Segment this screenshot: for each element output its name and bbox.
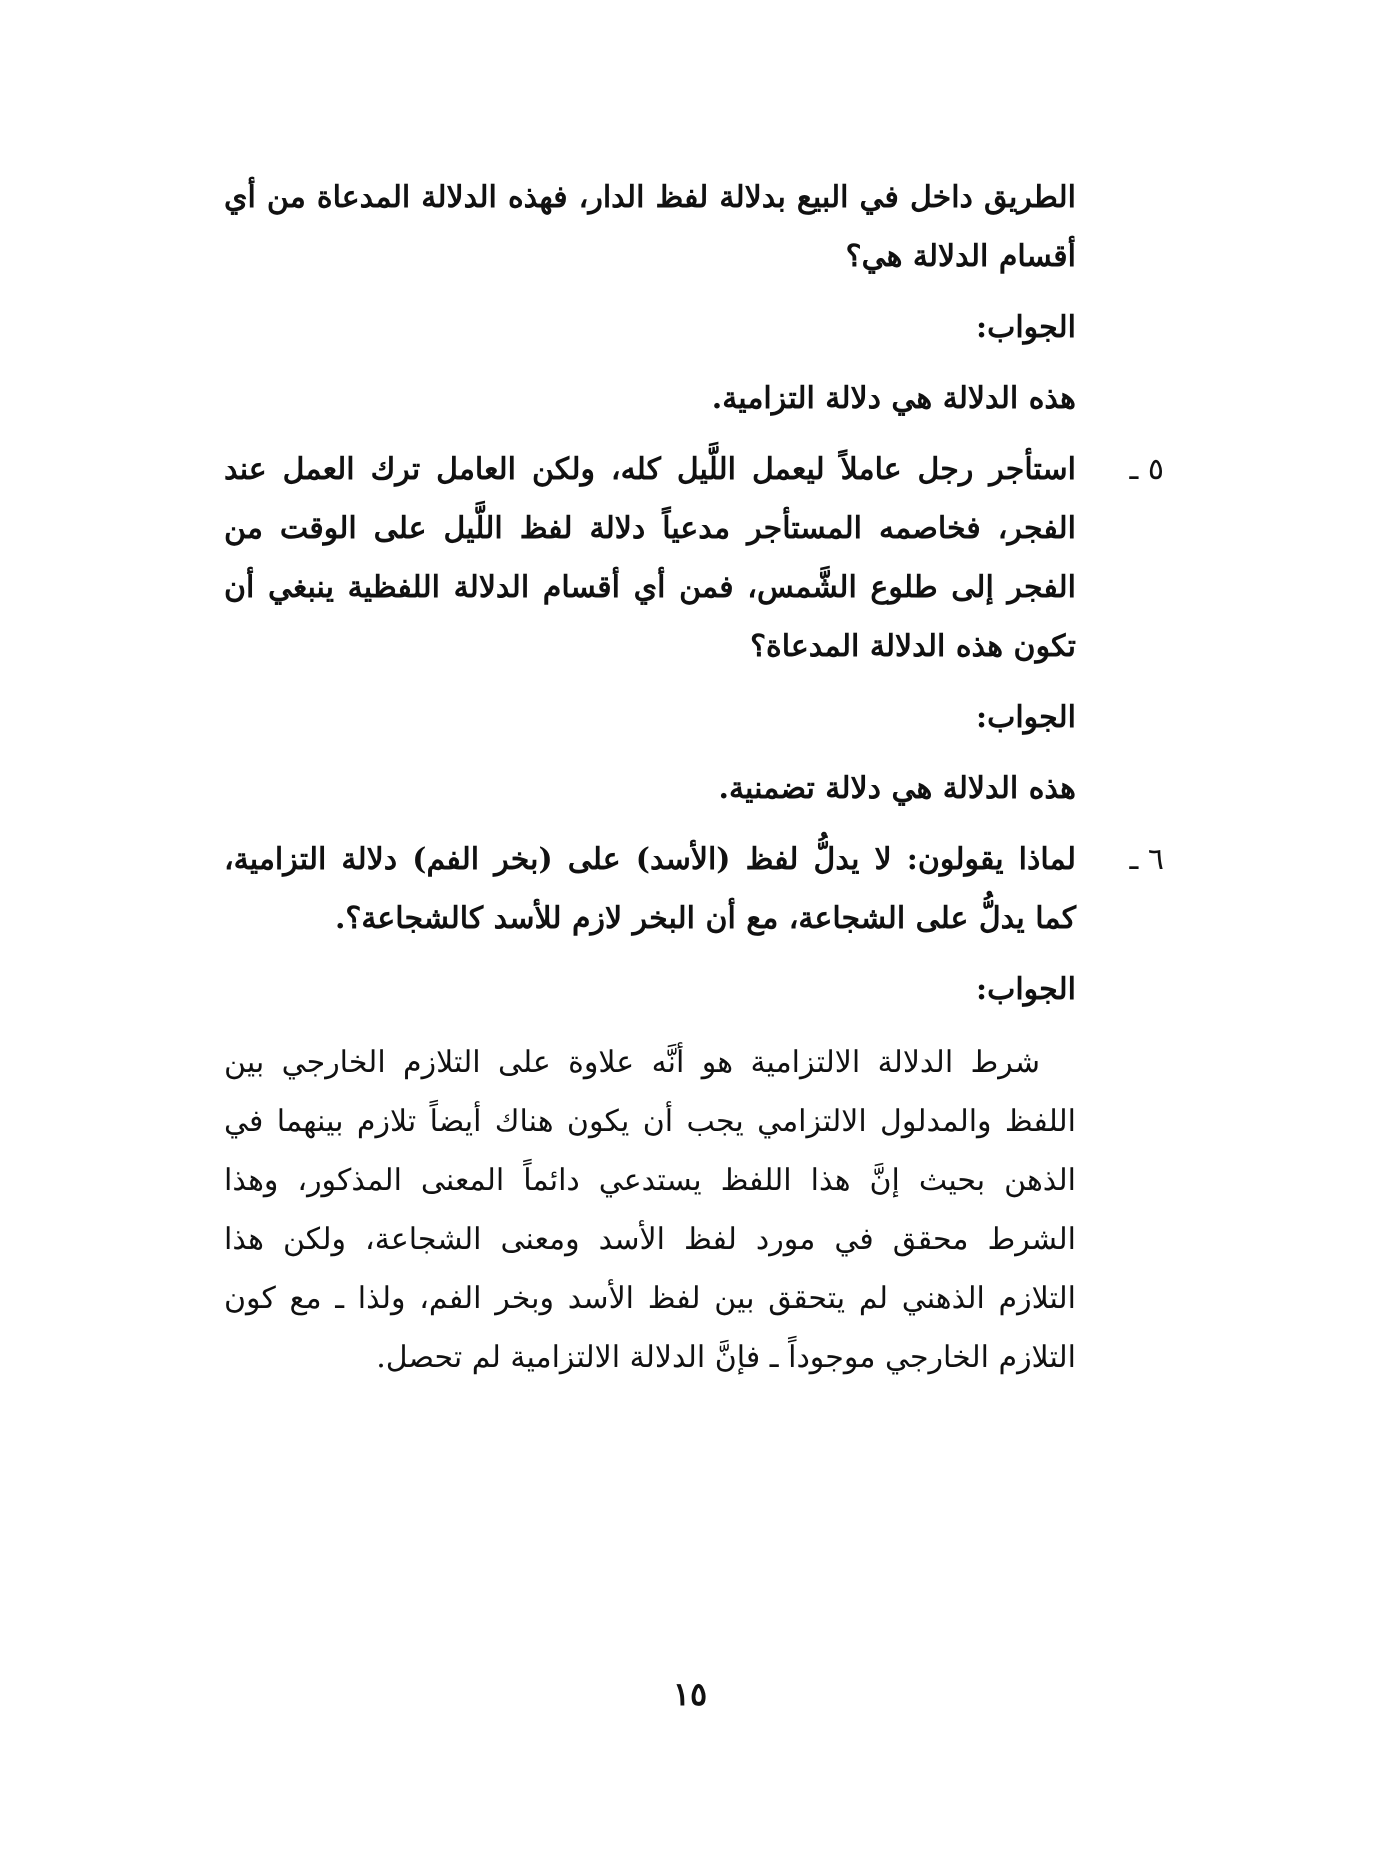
question-6 xyxy=(224,830,1164,948)
answer-label: الجواب: xyxy=(976,310,1076,345)
page-content xyxy=(224,168,1164,1387)
answer-label: الجواب: xyxy=(976,700,1076,735)
answer-paragraph: شرط الدلالة الالتزامية هو أنَّه علاوة على التلازم الخارجي بين اللفظ والمدلول الالتزامي يجب أن يكون هناك أيضاً تلازم بينهما في الذهن بحيث إنَّ هذا اللفظ يستدعي دائماً المعنى المذكور، وهذا الشرط محقق في مورد لفظ الأسد ومعنى الشجاعة، ولكن هذا التلازم الذهني لم يتحقق بين لفظ الأسد وبخر الفم، ولذا ـ مع كون التلازم الخارجي موجوداً ـ فإنَّ الدلالة الالتزامية لم تحصل. xyxy=(224,1045,1076,1375)
question-number: ٥ ـ xyxy=(1129,452,1164,487)
answer-text: هذه الدلالة هي دلالة التزامية. xyxy=(711,381,1076,416)
question-5 xyxy=(224,440,1164,676)
answer-text: هذه الدلالة هي دلالة تضمنية. xyxy=(718,771,1076,806)
intro-paragraph: الطريق داخل في البيع بدلالة لفظ الدار، فهذه الدلالة المدعاة من أي أقسام الدلالة هي؟ xyxy=(224,180,1076,274)
answer-label: الجواب: xyxy=(976,972,1076,1007)
question-text: لماذا يقولون: لا يدلُّ لفظ (الأسد) على (بخر الفم) دلالة التزامية، كما يدلُّ على الشجاعة، مع أن البخر لازم للأسد كالشجاعة؟. xyxy=(224,842,1076,936)
question-number: ٦ ـ xyxy=(1129,842,1164,877)
page-number: ١٥ xyxy=(672,1675,708,1713)
question-text: استأجر رجل عاملاً ليعمل اللَّيل كله، ولكن العامل ترك العمل عند الفجر، فخاصمه المستأجر مدعياً دلالة لفظ اللَّيل على الوقت من الفجر إلى طلوع الشَّمس، فمن أي أقسام الدلالة اللفظية ينبغي أن تكون هذه الدلالة المدعاة؟ xyxy=(224,452,1077,664)
